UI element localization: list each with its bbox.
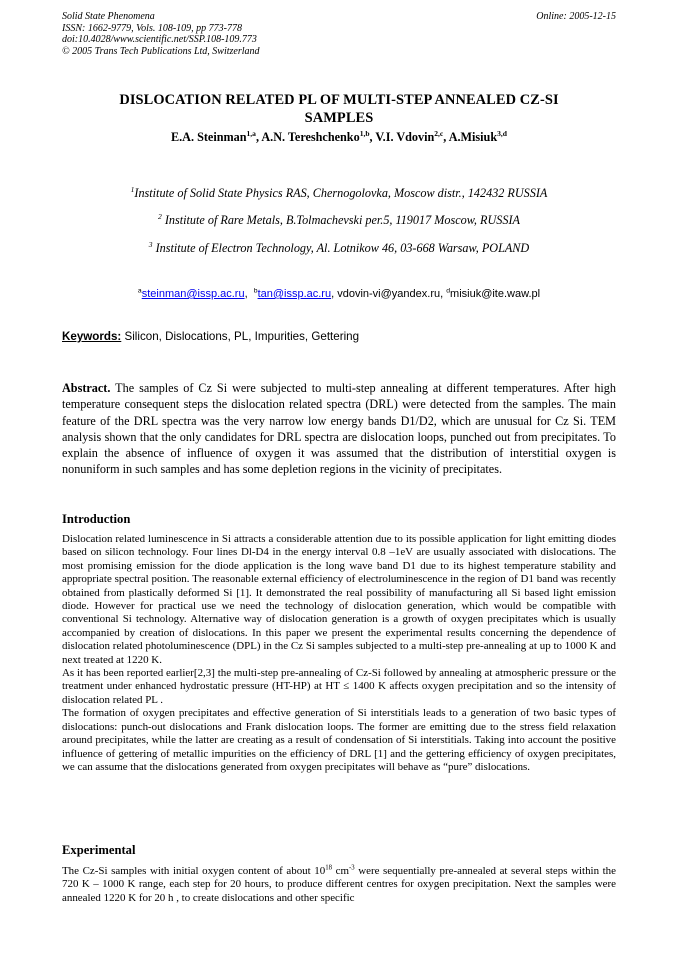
author-name: V.I. Vdovin bbox=[375, 130, 435, 144]
copyright-line: © 2005 Trans Tech Publications Ltd, Switzerland bbox=[62, 45, 260, 57]
email-superscript: a bbox=[137, 287, 142, 295]
experimental-body bbox=[62, 865, 616, 905]
title-line-2: SAMPLES bbox=[304, 110, 374, 126]
experimental-paragraph-1 bbox=[62, 865, 616, 905]
author-superscript: 3,d bbox=[497, 128, 507, 138]
email-vdovin: vdovin-vi@yandex.ru bbox=[337, 288, 441, 300]
online-date: Online: 2005-12-15 bbox=[536, 11, 616, 22]
introduction-paragraph-2: As it has been reported earlier[2,3] the multi-step pre-annealing of Cz-Si followed by annealing at atmospheric pressure or the treatment under enhanced hydrostatic pressure (HT-HP) at HT ≤ 1400 K affects oxygen precipitation and so the intensity of dislocation related PL . bbox=[62, 667, 616, 706]
doi-line: doi:10.4028/www.scientific.net/SSP.108-109.773 bbox=[62, 34, 257, 46]
email-list: $^a$steinman@issp.ac.ru, $^b$tan@issp.ac.ru, vdovin-vi@yandex.ru, $^d$misiuk@ite.waw.pl bbox=[137, 287, 541, 300]
author-separator: , bbox=[369, 130, 376, 144]
experimental-text: The Cz-Si samples with initial oxygen content of about 10 bbox=[62, 865, 326, 877]
affiliation-number: 1 bbox=[130, 184, 135, 194]
email-link-tan[interactable]: tan@issp.ac.ru bbox=[257, 288, 332, 300]
email-link-steinman[interactable]: steinman@issp.ac.ru bbox=[141, 288, 245, 300]
introduction-heading: Introduction bbox=[62, 512, 131, 526]
author-name: A.Misiuk bbox=[448, 130, 498, 144]
introduction-paragraph-3: The formation of oxygen precipitates and effective generation of Si interstitials leads to a generation of two basic types of dislocations: punch-out dislocations and Frank dislocation loops. The former are emitting due to the stress field relaxation around precipitates, while the latter are creating as a result of condensation of Si interstitials. Taking into account the positive influence of gettering of metallic impurities on the efficiency of DRL [1] and the gettering efficiency of oxygen precipitates, we can assume that the dislocations generated from oxygen precipitates will behave as “pure” dislocations. bbox=[62, 707, 616, 773]
abstract-text: The samples of Cz Si were subjected to multi-step annealing at different temperatures. After high temperature consequent steps the dislocation related spectra (DRL) were detected from the samples. The main feature of the DRL spectra was the very narrow low energy bands D1/D2, which are unusual for Cz Si. TEM analysis shown that the only candidates for DRL spectra are dislocation loops, punched out from precipitates. To explain the absence of influence of oxygen it was assumed that the distribution of interstitial oxygen is nonuniform in such samples and has some depletion regions in the vicinity of precipitates. bbox=[62, 381, 616, 477]
experimental-heading: Experimental bbox=[62, 843, 136, 857]
author-superscript: 2,c bbox=[434, 128, 444, 138]
introduction-body bbox=[62, 533, 616, 774]
affiliation-1 bbox=[62, 186, 616, 201]
journal-name: Solid State Phenomena bbox=[62, 11, 155, 22]
abstract bbox=[62, 380, 616, 478]
affiliation-text: Institute of Electron Technology, Al. Lotnikow 46, 03-668 Warsaw, POLAND bbox=[152, 241, 530, 255]
introduction-paragraph-1: Dislocation related luminescence in Si attracts a considerable attention due to its possible application for light emitting diodes based on silicon technology. Four lines Dl-D4 in the energy interval 0.8 –1eV are usually associated with dislocations. The most promising emission for the diode application is the long wave band D1 due to its highest temperature stability and appropriate spectral position. The reasonable external efficiency of electroluminescence in the region of D1 band was recently obtained from plastically deformed Si [1]. It demonstrated the real possibility of manufacturing all Si based light emission diode. However for practical use we need the technology of dislocation generation, which would be compatible with conventional Si technology. Alternative way of dislocation generation is a growth of oxygen precipitates which is usually accompanied by creation of dislocations. In this paper we present the experimental results concerning the dependence of dislocation related photoluminescence (DPL) in the Cz Si samples subjected to a multi-step pre-annealing at up to 1000 K and next treated at 1220 K. bbox=[62, 533, 616, 666]
keywords-label: Keywords: bbox=[62, 330, 122, 343]
author-separator: , bbox=[443, 130, 449, 144]
author-list bbox=[62, 130, 616, 145]
keywords-text: Silicon, Dislocations, PL, Impurities, Gettering bbox=[121, 330, 360, 343]
author-superscript: 1,b bbox=[359, 128, 370, 138]
exponent: 18 bbox=[325, 864, 332, 872]
affiliation-2 bbox=[62, 213, 616, 228]
email-superscript: b bbox=[253, 287, 258, 295]
journal-header bbox=[62, 11, 616, 57]
author-separator: , bbox=[255, 130, 262, 144]
author-superscript: 1,a bbox=[246, 128, 256, 138]
paper-title bbox=[62, 91, 616, 127]
email-superscript: d bbox=[446, 287, 451, 295]
affiliation-number: 3 bbox=[148, 239, 153, 249]
title-line-1: DISLOCATION RELATED PL OF MULTI-STEP ANNEALED CZ-SI bbox=[119, 92, 559, 108]
experimental-text: cm bbox=[332, 865, 349, 877]
affiliation-3 bbox=[62, 241, 616, 256]
issn-line: ISSN: 1662-9779, Vols. 108-109, pp 773-778 bbox=[62, 22, 242, 34]
email-misiuk: misiuk@ite.waw.pl bbox=[450, 288, 541, 300]
author-name: E.A. Steinman bbox=[171, 130, 247, 144]
experimental-text: were sequentially pre-annealed at several steps within the 720 K – 1000 K range, each step for 20 hours, to produce different centres for oxygen precipitation. Next the samples were annealed 1220 K for 20 h , to create dislocations and other specific bbox=[62, 865, 617, 904]
keywords-line bbox=[62, 330, 616, 343]
affiliation-number: 2 bbox=[158, 211, 162, 221]
affiliation-text: Institute of Solid State Physics RAS, Chernogolovka, Moscow distr., 142432 RUSSIA bbox=[134, 186, 548, 200]
abstract-label: Abstract. bbox=[62, 381, 111, 395]
author-name: A.N. Tereshchenko bbox=[261, 130, 360, 144]
exponent: -3 bbox=[348, 864, 355, 872]
affiliation-text: Institute of Rare Metals, B.Tolmachevski per.5, 119017 Moscow, RUSSIA bbox=[161, 213, 520, 227]
